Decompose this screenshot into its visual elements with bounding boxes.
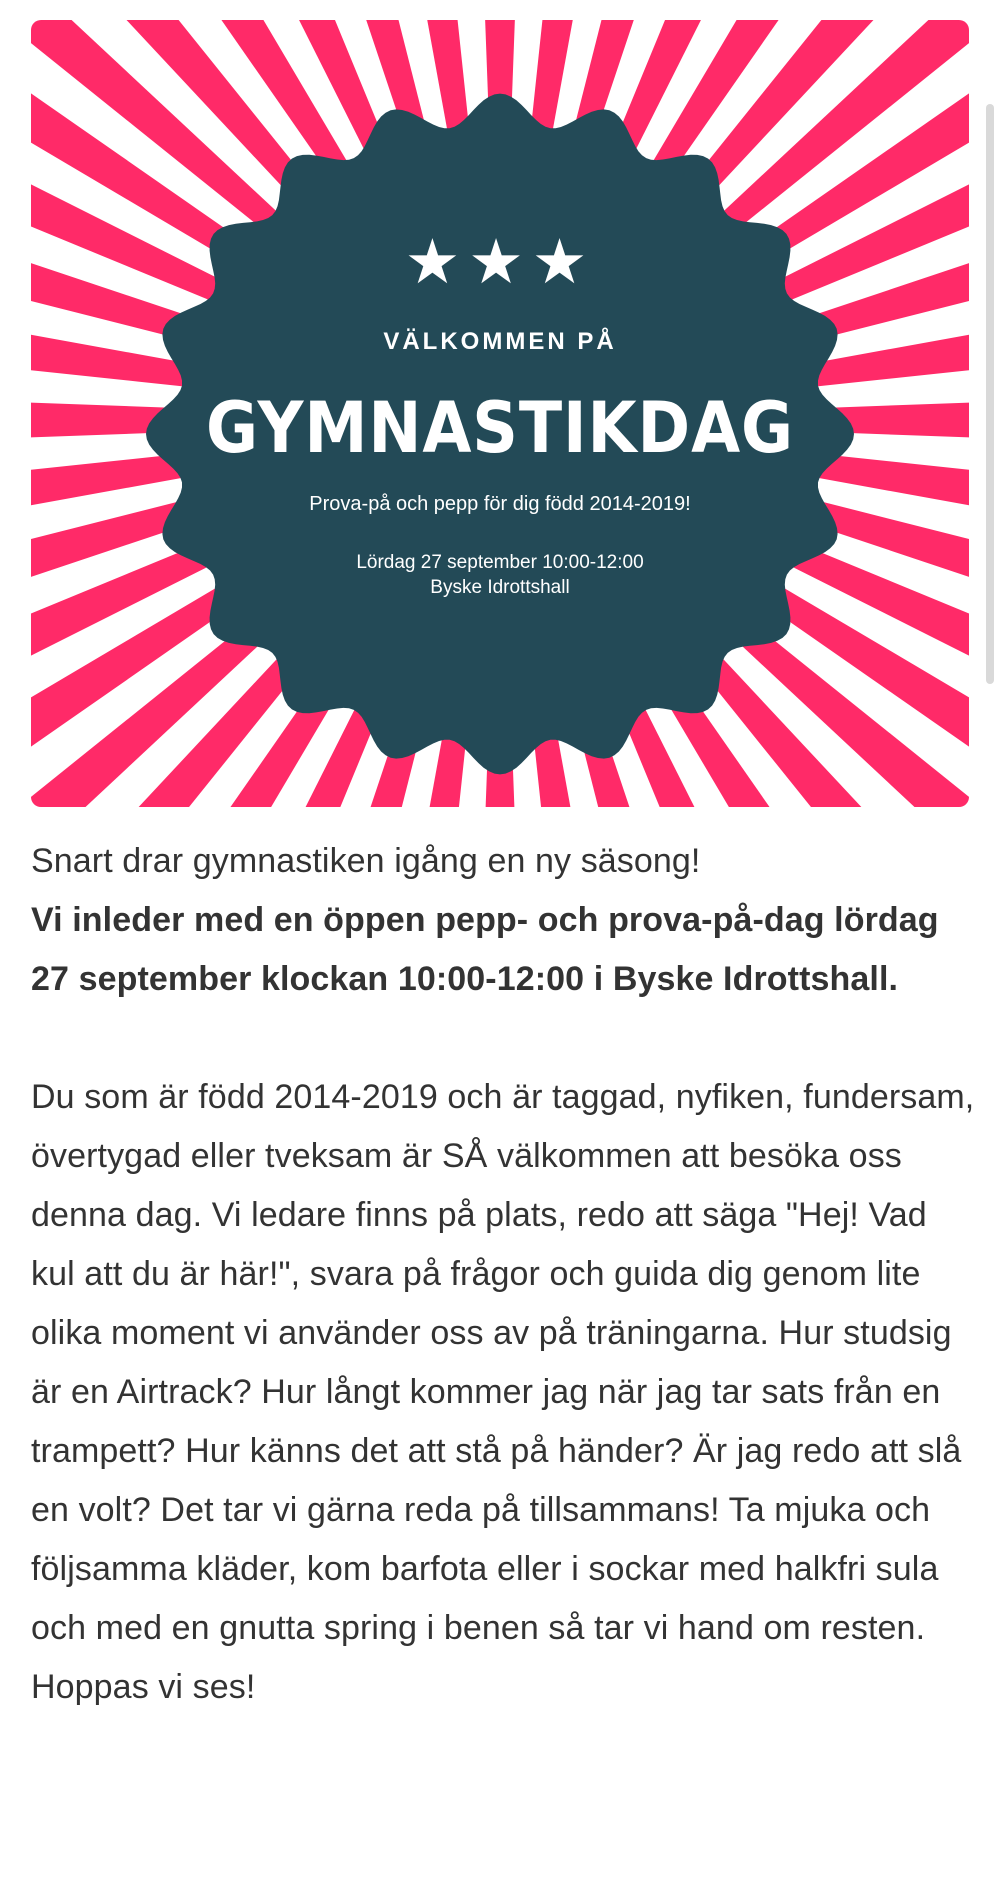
- article-highlight: Vi inleder med en öppen pepp- och prova-på-dag lördag 27 september klockan 10:00-12:00 i Byske Idrottshall.: [31, 901, 939, 998]
- three-stars-icon: ★★★: [404, 225, 596, 298]
- banner-graphic: [31, 20, 969, 807]
- banner-title: GYMNASTIKDAG: [206, 387, 794, 469]
- article-text: [31, 832, 976, 1717]
- paragraph-spacer: [31, 1009, 976, 1068]
- banner-subtitle: Prova-på och pepp för dig född 2014-2019!: [309, 493, 691, 515]
- scrollbar[interactable]: [986, 104, 994, 684]
- banner-welcome: VÄLKOMMEN PÅ: [383, 328, 617, 355]
- article-intro: Snart drar gymnastiken igång en ny säsong!: [31, 842, 701, 880]
- banner-venue: Byske Idrottshall: [430, 577, 570, 598]
- event-banner-image: [31, 20, 969, 807]
- article-body: Du som är född 2014-2019 och är taggad, nyfiken, fundersam, övertygad eller tveksam är SÅ välkommen att besöka oss denna dag. Vi ledare finns på plats, redo att säga "Hej! Vad kul att du är här!", svara på frågor och guida dig genom lite olika moment vi använder oss av på träningarna. Hur studsig är en Airtrack? Hur långt kommer jag när jag tar sats från en trampett? Hur känns det att stå på händer? Är jag redo att slå en volt? Det tar vi gärna reda på tillsammans! Ta mjuka och följsamma kläder, kom barfota eller i sockar med halkfri sula och med en gnutta spring i benen så tar vi hand om resten. Hoppas vi ses!: [31, 1078, 975, 1706]
- banner-date: Lördag 27 september 10:00-12:00: [356, 552, 644, 573]
